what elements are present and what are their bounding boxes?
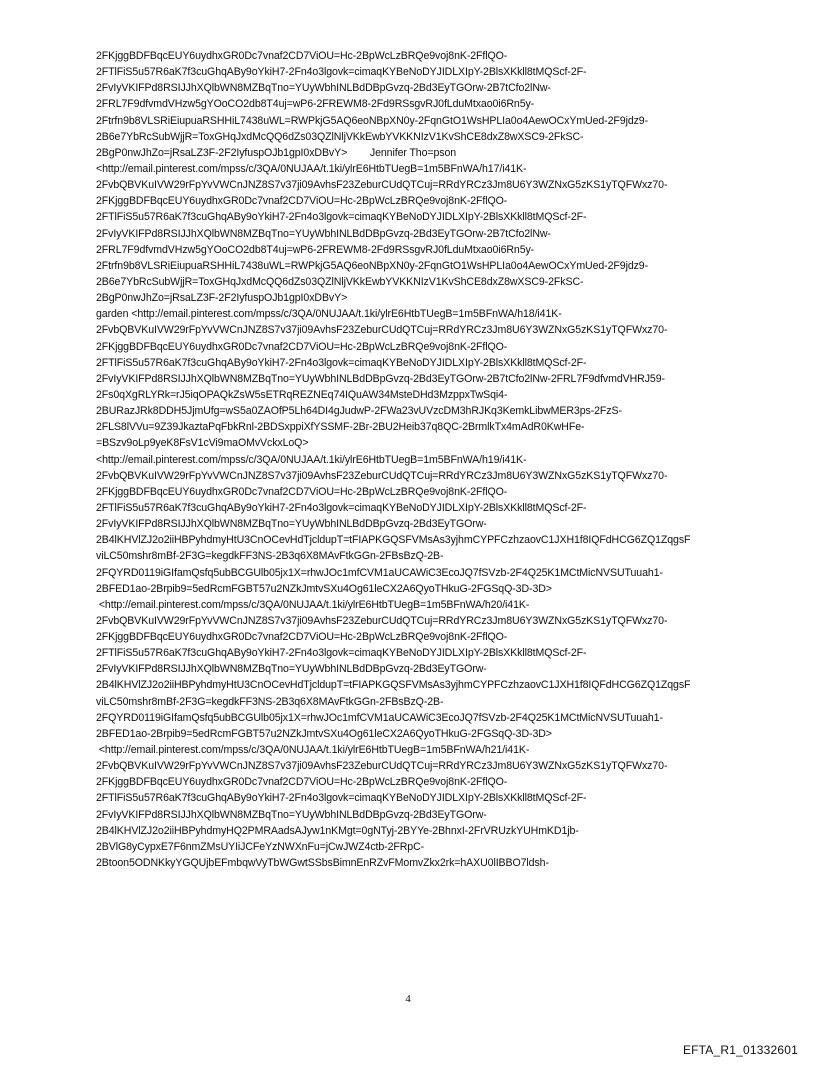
- text-line: 2Ftrfn9b8VLSRiEiupuaRSHHiL7438uWL=RWPkjG5AQ6eoNBpXN0y-2FqnGtO1WsHPLIa0o4AewOCxYmUed-2F9jdz9-: [96, 259, 649, 272]
- text-line: 2FRL7F9dfvmdVHzw5gYOoCO2db8T4uj=wP6-2FREWM8-2Fd9RSsgvRJ0fLduMtxao0i6Rn5y-: [96, 98, 535, 111]
- text-line: 2BgP0nwJhZo=jRsaLZ3F-2F2IyfuspOJb1gpI0xDBvY> Jennifer Tho=pson: [96, 146, 457, 159]
- text-line: <http://email.pinterest.com/mpss/c/3QA/0NUJAA/t.1ki/ylrE6HtbTUegB=1m5BFnWA/h17/i41K-: [96, 162, 527, 175]
- text-line: 2FTlFiS5u57R6aK7f3cuGhqABy9oYkiH7-2Fn4o3lgovk=cimaqKYBeNoDYJIDLXIpY-2BlsXKkll8tMQScf-2F-: [96, 356, 587, 369]
- text-line: 2B6e7YbRcSubWjjR=ToxGHqJxdMcQQ6dZs03QZlNljVKkEwbYVKKNIzV1KvShCE8dxZ8wXSC9-2FkSC-: [96, 275, 584, 288]
- text-line: 2FvIyVKIFPd8RSIJJhXQlbWN8MZBqTno=YUyWbhINLBdDBpGvzq-2Bd3EyTGOrw-: [96, 663, 487, 676]
- text-line: 2FvIyVKIFPd8RSIJJhXQlbWN8MZBqTno=YUyWbhINLBdDBpGvzq-2Bd3EyTGOrw-2B7tCfo2lNw-: [96, 82, 551, 95]
- text-line: 2BFED1ao-2Brpib9=5edRcmFGBT57u2NZkJmtvSXu4Og61leCX2A6QyoTHkuG-2FGSqQ-3D-3D>: [96, 582, 552, 595]
- text-line: 2FvIyVKIFPd8RSIJJhXQlbWN8MZBqTno=YUyWbhINLBdDBpGvzq-2Bd3EyTGOrw-: [96, 808, 487, 821]
- text-line: 2FQYRD0119iGIfamQsfq5ubBCGUlb05jx1X=rhwJOc1mfCVM1aUCAWiC3EcoJQ7fSVzb-2F4Q25K1MCtMicNVSUTuuah1-: [96, 566, 663, 579]
- text-line: 2FvbQBVKuIVW29rFpYvVWCnJNZ8S7v37ji09AvhsF23ZeburCUdQTCuj=RRdYRCz3Jm8U6Y3WZNxG5zKS1yTQFWxz70-: [96, 760, 668, 773]
- text-line: viLC50mshr8mBf-2F3G=kegdkFF3NS-2B3q6X8MAvFtkGGn-2FBsBzQ-2B-: [96, 550, 444, 563]
- text-line: 2FTlFiS5u57R6aK7f3cuGhqABy9oYkiH7-2Fn4o3lgovk=cimaqKYBeNoDYJIDLXIpY-2BlsXKkll8tMQScf-2F-: [96, 792, 587, 805]
- text-line: 2FTlFiS5u57R6aK7f3cuGhqABy9oYkiH7-2Fn4o3lgovk=cimaqKYBeNoDYJIDLXIpY-2BlsXKkll8tMQScf-2F-: [96, 66, 587, 79]
- text-line: 2FTlFiS5u57R6aK7f3cuGhqABy9oYkiH7-2Fn4o3lgovk=cimaqKYBeNoDYJIDLXIpY-2BlsXKkll8tMQScf-2F-: [96, 647, 587, 660]
- text-line: 2FKjggBDFBqcEUY6uydhxGR0Dc7vnaf2CD7ViOU=Hc-2BpWcLzBRQe9voj8nK-2FflQO-: [96, 631, 508, 644]
- text-line: 2FKjggBDFBqcEUY6uydhxGR0Dc7vnaf2CD7ViOU=Hc-2BpWcLzBRQe9voj8nK-2FflQO-: [96, 776, 508, 789]
- text-line: 2FQYRD0119iGIfamQsfq5ubBCGUlb05jx1X=rhwJOc1mfCVM1aUCAWiC3EcoJQ7fSVzb-2F4Q25K1MCtMicNVSUTuuah1-: [96, 711, 663, 724]
- text-line: 2FKjggBDFBqcEUY6uydhxGR0Dc7vnaf2CD7ViOU=Hc-2BpWcLzBRQe9voj8nK-2FflQO-: [96, 195, 508, 208]
- text-line: 2BgP0nwJhZo=jRsaLZ3F-2F2IyfuspOJb1gpI0xDBvY>: [96, 292, 348, 305]
- text-line: 2FvIyVKIFPd8RSIJJhXQlbWN8MZBqTno=YUyWbhINLBdDBpGvzq-2Bd3EyTGOrw-: [96, 518, 487, 531]
- text-line: 2B4lKHVlZJ2o2iiHBPyhdmyHtU3CnOCevHdTjcldupT=tFIAPKGQSFVMsAs3yjhmCYPFCzhzaovC1JXH1f8IQFdHCG6ZQ1ZqgsF: [96, 679, 691, 692]
- text-line: 2FRL7F9dfvmdVHzw5gYOoCO2db8T4uj=wP6-2FREWM8-2Fd9RSsgvRJ0fLduMtxao0i6Rn5y-: [96, 243, 535, 256]
- text-line: 2FKjggBDFBqcEUY6uydhxGR0Dc7vnaf2CD7ViOU=Hc-2BpWcLzBRQe9voj8nK-2FflQO-: [96, 485, 508, 498]
- text-line: 2FTlFiS5u57R6aK7f3cuGhqABy9oYkiH7-2Fn4o3lgovk=cimaqKYBeNoDYJIDLXIpY-2BlsXKkll8tMQScf-2F-: [96, 211, 587, 224]
- text-line: 2BFED1ao-2Brpib9=5edRcmFGBT57u2NZkJmtvSXu4Og61leCX2A6QyoTHkuG-2FGSqQ-3D-3D>: [96, 727, 552, 740]
- text-line: 2Btoon5ODNKkyYGQUjbEFmbqwVyTbWGwtSSbsBimnEnRZvFMomvZkx2rk=hAXU0lIBBO7ldsh-: [96, 857, 549, 870]
- text-line: 2FvbQBVKuIVW29rFpYvVWCnJNZ8S7v37ji09AvhsF23ZeburCUdQTCuj=RRdYRCz3Jm8U6Y3WZNxG5zKS1yTQFWxz70-: [96, 324, 668, 337]
- text-line: 2Ftrfn9b8VLSRiEiupuaRSHHiL7438uWL=RWPkjG5AQ6eoNBpXN0y-2FqnGtO1WsHPLIa0o4AewOCxYmUed-2F9jdz9-: [96, 114, 649, 127]
- text-line: <http://email.pinterest.com/mpss/c/3QA/0NUJAA/t.1ki/ylrE6HtbTUegB=1m5BFnWA/h20/i41K-: [96, 598, 530, 611]
- text-line: 2B4lKHVlZJ2o2iiHBPyhdmyHQ2PMRAadsAJyw1nKMgt=0gNTyj-2BYYe-2BhnxI-2FrVRUzkYUHmKD1jb-: [96, 824, 579, 837]
- text-line: 2FvbQBVKuIVW29rFpYvVWCnJNZ8S7v37ji09AvhsF23ZeburCUdQTCuj=RRdYRCz3Jm8U6Y3WZNxG5zKS1yTQFWxz70-: [96, 179, 668, 192]
- text-line: 2FvIyVKIFPd8RSIJJhXQlbWN8MZBqTno=YUyWbhINLBdDBpGvzq-2Bd3EyTGOrw-2B7tCfo2lNw-: [96, 227, 551, 240]
- text-line: 2FvIyVKIFPd8RSIJJhXQlbWN8MZBqTno=YUyWbhINLBdDBpGvzq-2Bd3EyTGOrw-2B7tCfo2lNw-2FRL7F9dfvmdVHRJ59-: [96, 372, 665, 385]
- text-line: 2B4lKHVlZJ2o2iiHBPyhdmyHtU3CnOCevHdTjcldupT=tFIAPKGQSFVMsAs3yjhmCYPFCzhzaovC1JXH1f8IQFdHCG6ZQ1ZqgsF: [96, 534, 691, 547]
- text-line: <http://email.pinterest.com/mpss/c/3QA/0NUJAA/t.1ki/ylrE6HtbTUegB=1m5BFnWA/h19/i41K-: [96, 453, 527, 466]
- text-line: 2FKjggBDFBqcEUY6uydhxGR0Dc7vnaf2CD7ViOU=Hc-2BpWcLzBRQe9voj8nK-2FflQO-: [96, 340, 508, 353]
- text-line: viLC50mshr8mBf-2F3G=kegdkFF3NS-2B3q6X8MAvFtkGGn-2FBsBzQ-2B-: [96, 695, 444, 708]
- text-line: =BSzv9oLp9yeK8FsV1cVi9maOMvVckxLoQ>: [96, 437, 309, 450]
- text-line: 2FvbQBVKuIVW29rFpYvVWCnJNZ8S7v37ji09AvhsF23ZeburCUdQTCuj=RRdYRCz3Jm8U6Y3WZNxG5zKS1yTQFWxz70-: [96, 469, 668, 482]
- email-body-text: [96, 48, 796, 871]
- text-line: 2FvbQBVKuIVW29rFpYvVWCnJNZ8S7v37ji09AvhsF23ZeburCUdQTCuj=RRdYRCz3Jm8U6Y3WZNxG5zKS1yTQFWxz70-: [96, 614, 668, 627]
- text-line: 2Fs0qXgRLYRk=rJ5iqOPAQkZsW5sETRqREZNEq74IQuAW34MsteDHd3MzppxTwSqi4-: [96, 388, 508, 401]
- text-line: 2BURazJRk8DDH5JjmUfg=wS5a0ZAOfP5Lh64DI4gJudwP-2FWa23vUVzcDM3hRJKq3KemkLibwMER3ps-2FzS-: [96, 405, 622, 418]
- page-number: 4: [405, 993, 411, 1005]
- text-line: 2FTlFiS5u57R6aK7f3cuGhqABy9oYkiH7-2Fn4o3lgovk=cimaqKYBeNoDYJIDLXIpY-2BlsXKkll8tMQScf-2F-: [96, 501, 587, 514]
- text-line: <http://email.pinterest.com/mpss/c/3QA/0NUJAA/t.1ki/ylrE6HtbTUegB=1m5BFnWA/h21/i41K-: [96, 744, 530, 757]
- text-line: 2B6e7YbRcSubWjjR=ToxGHqJxdMcQQ6dZs03QZlNljVKkEwbYVKKNIzV1KvShCE8dxZ8wXSC9-2FkSC-: [96, 130, 584, 143]
- text-line: 2FKjggBDFBqcEUY6uydhxGR0Dc7vnaf2CD7ViOU=Hc-2BpWcLzBRQe9voj8nK-2FflQO-: [96, 50, 508, 62]
- bates-number: EFTA_R1_01332601: [682, 1043, 798, 1057]
- text-line: 2FLS8lVVu=9Z39JkaztaPqFbkRnl-2BDSxppiXfYSSMF-2Br-2BU2Heib37q8QC-2BrmlkTx4mAdR0KwHFe-: [96, 421, 585, 434]
- text-line: garden <http://email.pinterest.com/mpss/c/3QA/0NUJAA/t.1ki/ylrE6HtbTUegB=1m5BFnWA/h18/i41K-: [96, 308, 562, 321]
- text-line: 2BVlG8yCypxE7F6nmZMsUYIiJCFeYzNWXnFu=jCwJWZ4ctb-2FRpC-: [96, 840, 425, 853]
